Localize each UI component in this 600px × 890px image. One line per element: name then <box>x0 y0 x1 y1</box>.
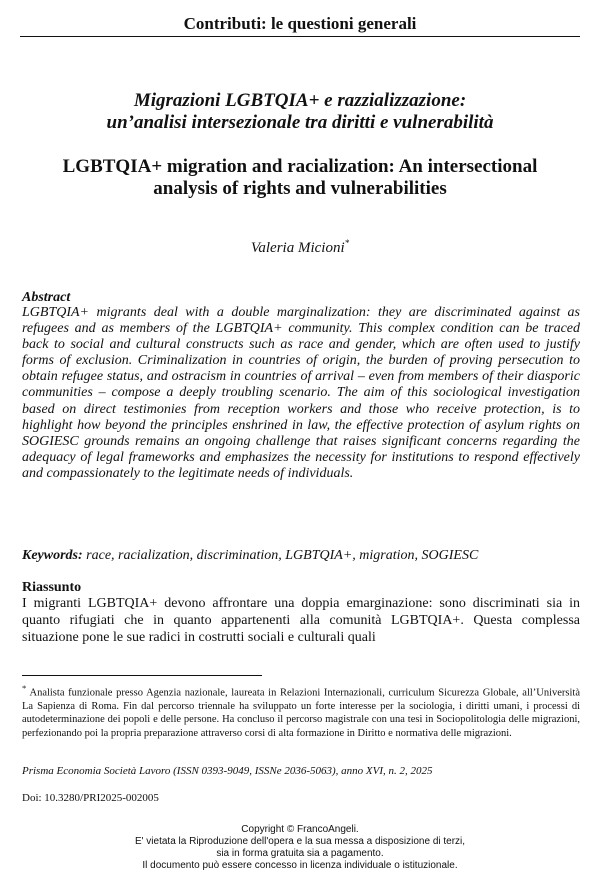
english-title <box>20 156 580 200</box>
author-name: Valeria Micioni <box>250 240 345 256</box>
author-footnote-mark: * <box>344 238 350 248</box>
footnote-text: Analista funzionale presso Agenzia nazionale, laureata in Relazioni Internazionali, curriculum Sicurezza Globale, all’Università La Sapienza di Roma. Fin dal percorso triennale ha sviluppato un forte interesse per la sociologia, i diritti umani, i processi di autodeterminazione dei popoli e delle persone. Ha concluso il percorso magistrale con una tesi in Sociopolitologia delle migrazioni, perfezionando poi la propria preparazione attraverso corsi di alta formazione in Diritto e normativa delle migrazioni. <box>22 687 581 739</box>
italian-title-line-1: Migrazioni LGBTQIA+ e razzializzazione: <box>133 90 467 111</box>
keywords-label: Keywords: <box>22 548 83 563</box>
author-footnote <box>22 682 580 740</box>
riassunto-text: I migranti LGBTQIA+ devono affrontare una doppia emarginazione: sono discriminati sia in quanto rifugiati che in quanto appartenenti alla comunità LGBTQIA+. Questa complessa situazione pone le sue radici in costrutti sociali e culturali quali <box>22 596 580 645</box>
keywords-text: race, racialization, discrimination, LGBTQIA+, migration, SOGIESC <box>86 548 479 563</box>
copyright-line-1: Copyright © FrancoAngeli. <box>241 824 359 835</box>
abstract-text: LGBTQIA+ migrants deal with a double marginalization: they are discriminated against as refugees and as members of the LGBTQIA+ community. This complex condition can be traced back to social and cultural constructs such as race and gender, which are often used to justify forms of exclusion. Criminalization in countries of origin, the burden of proving persecution to obtain refugee status, and ostracism in countries of arrival – even from members of their diasporic communities – compose a deeply troubling scenario. The aim of this sociological investigation based on direct testimonies from reception workers and those who receive protection, is to highlight how beyond the principles enshrined in law, the effective protection of asylum rights on SOGIESC grounds remains an ongoing challenge that raises significant concerns regarding the adequacy of legal frameworks and emphasizes the necessity for institutions to respond effectively and compassionately to the legitimate needs of individuals. <box>22 305 580 481</box>
copyright-line-4: Il documento può essere concesso in licenza individuale o istituzionale. <box>142 860 458 871</box>
keywords-line <box>22 548 580 564</box>
journal-citation: Prisma Economia Società Lavoro (ISSN 0393-9049, ISSNe 2036-5063), anno XVI, n. 2, 2025 <box>22 765 433 777</box>
author-line <box>20 238 580 257</box>
copyright-line-3: sia in forma gratuita sia a pagamento. <box>216 848 384 859</box>
english-title-line-1: LGBTQIA+ migration and racialization: An intersectional <box>62 156 538 177</box>
footnote-divider <box>22 675 262 676</box>
doi-line: Doi: 10.3280/PRI2025-002005 <box>22 792 159 804</box>
footnote-mark: * <box>22 683 27 693</box>
english-title-line-2: analysis of rights and vulnerabilities <box>153 178 447 199</box>
abstract-heading: Abstract <box>22 290 71 305</box>
riassunto-heading: Riassunto <box>22 580 82 595</box>
copyright-line-2: E' vietata la Riproduzione dell'opera e la sua messa a disposizione di terzi, <box>134 836 466 847</box>
copyright-notice <box>0 824 600 872</box>
italian-title-line-2: un’analisi intersezionale tra diritti e vulnerabilità <box>106 112 494 133</box>
italian-title <box>40 90 560 134</box>
header-divider <box>20 36 580 37</box>
running-head: Contributi: le questioni generali <box>183 14 417 33</box>
